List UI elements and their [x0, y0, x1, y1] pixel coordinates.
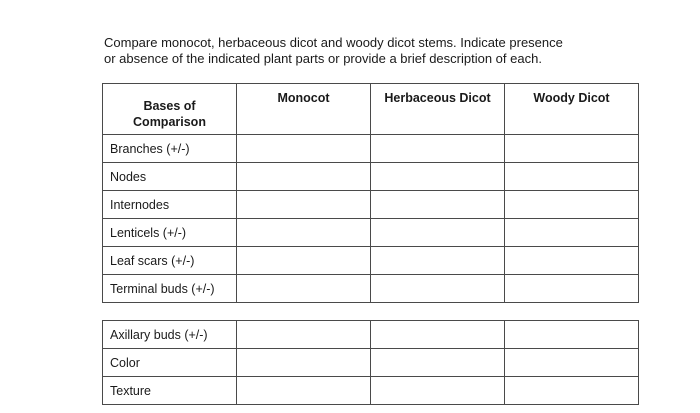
bases-header-line-2: Comparison	[133, 115, 206, 129]
cell-woody-dicot[interactable]	[505, 321, 639, 349]
cell-monocot[interactable]	[237, 349, 371, 377]
cell-woody-dicot[interactable]	[505, 275, 639, 303]
row-label-lenticels: Lenticels (+/-)	[103, 219, 237, 247]
cell-herbaceous-dicot[interactable]	[371, 191, 505, 219]
row-label-branches: Branches (+/-)	[103, 135, 237, 163]
cell-woody-dicot[interactable]	[505, 135, 639, 163]
instructions	[104, 35, 644, 67]
cell-herbaceous-dicot[interactable]	[371, 275, 505, 303]
cell-herbaceous-dicot[interactable]	[371, 321, 505, 349]
cell-woody-dicot[interactable]	[505, 163, 639, 191]
table-row	[103, 191, 639, 219]
column-header-woody-dicot: Woody Dicot	[505, 84, 639, 135]
cell-herbaceous-dicot[interactable]	[371, 377, 505, 405]
row-label-color: Color	[103, 349, 237, 377]
column-header-herbaceous-dicot: Herbaceous Dicot	[371, 84, 505, 135]
table-row	[103, 377, 639, 405]
bases-header-line-1: Bases of	[143, 99, 196, 113]
cell-woody-dicot[interactable]	[505, 247, 639, 275]
row-label-nodes: Nodes	[103, 163, 237, 191]
cell-monocot[interactable]	[237, 377, 371, 405]
cell-monocot[interactable]	[237, 135, 371, 163]
cell-monocot[interactable]	[237, 163, 371, 191]
table-row	[103, 349, 639, 377]
table-header-row	[103, 84, 639, 135]
cell-herbaceous-dicot[interactable]	[371, 219, 505, 247]
cell-woody-dicot[interactable]	[505, 349, 639, 377]
row-label-terminal-buds: Terminal buds (+/-)	[103, 275, 237, 303]
row-label-leaf-scars: Leaf scars (+/-)	[103, 247, 237, 275]
cell-herbaceous-dicot[interactable]	[371, 163, 505, 191]
row-label-texture: Texture	[103, 377, 237, 405]
cell-monocot[interactable]	[237, 247, 371, 275]
instructions-line-1: Compare monocot, herbaceous dicot and woody dicot stems. Indicate presence	[104, 35, 563, 50]
table-row	[103, 135, 639, 163]
row-label-axillary-buds: Axillary buds (+/-)	[103, 321, 237, 349]
cell-herbaceous-dicot[interactable]	[371, 349, 505, 377]
table-row	[103, 247, 639, 275]
cell-monocot[interactable]	[237, 321, 371, 349]
cell-herbaceous-dicot[interactable]	[371, 247, 505, 275]
row-label-internodes: Internodes	[103, 191, 237, 219]
bases-of-comparison-header	[103, 84, 237, 135]
instructions-line-2: or absence of the indicated plant parts or provide a brief description of each.	[104, 51, 542, 66]
cell-monocot[interactable]	[237, 275, 371, 303]
cell-woody-dicot[interactable]	[505, 219, 639, 247]
table-row	[103, 275, 639, 303]
cell-monocot[interactable]	[237, 191, 371, 219]
comparison-table-part-1	[102, 83, 639, 303]
comparison-table-part-2	[102, 320, 639, 405]
table-row	[103, 321, 639, 349]
column-header-monocot: Monocot	[237, 84, 371, 135]
cell-woody-dicot[interactable]	[505, 377, 639, 405]
cell-herbaceous-dicot[interactable]	[371, 135, 505, 163]
cell-monocot[interactable]	[237, 219, 371, 247]
table-row	[103, 219, 639, 247]
table-row	[103, 163, 639, 191]
cell-woody-dicot[interactable]	[505, 191, 639, 219]
